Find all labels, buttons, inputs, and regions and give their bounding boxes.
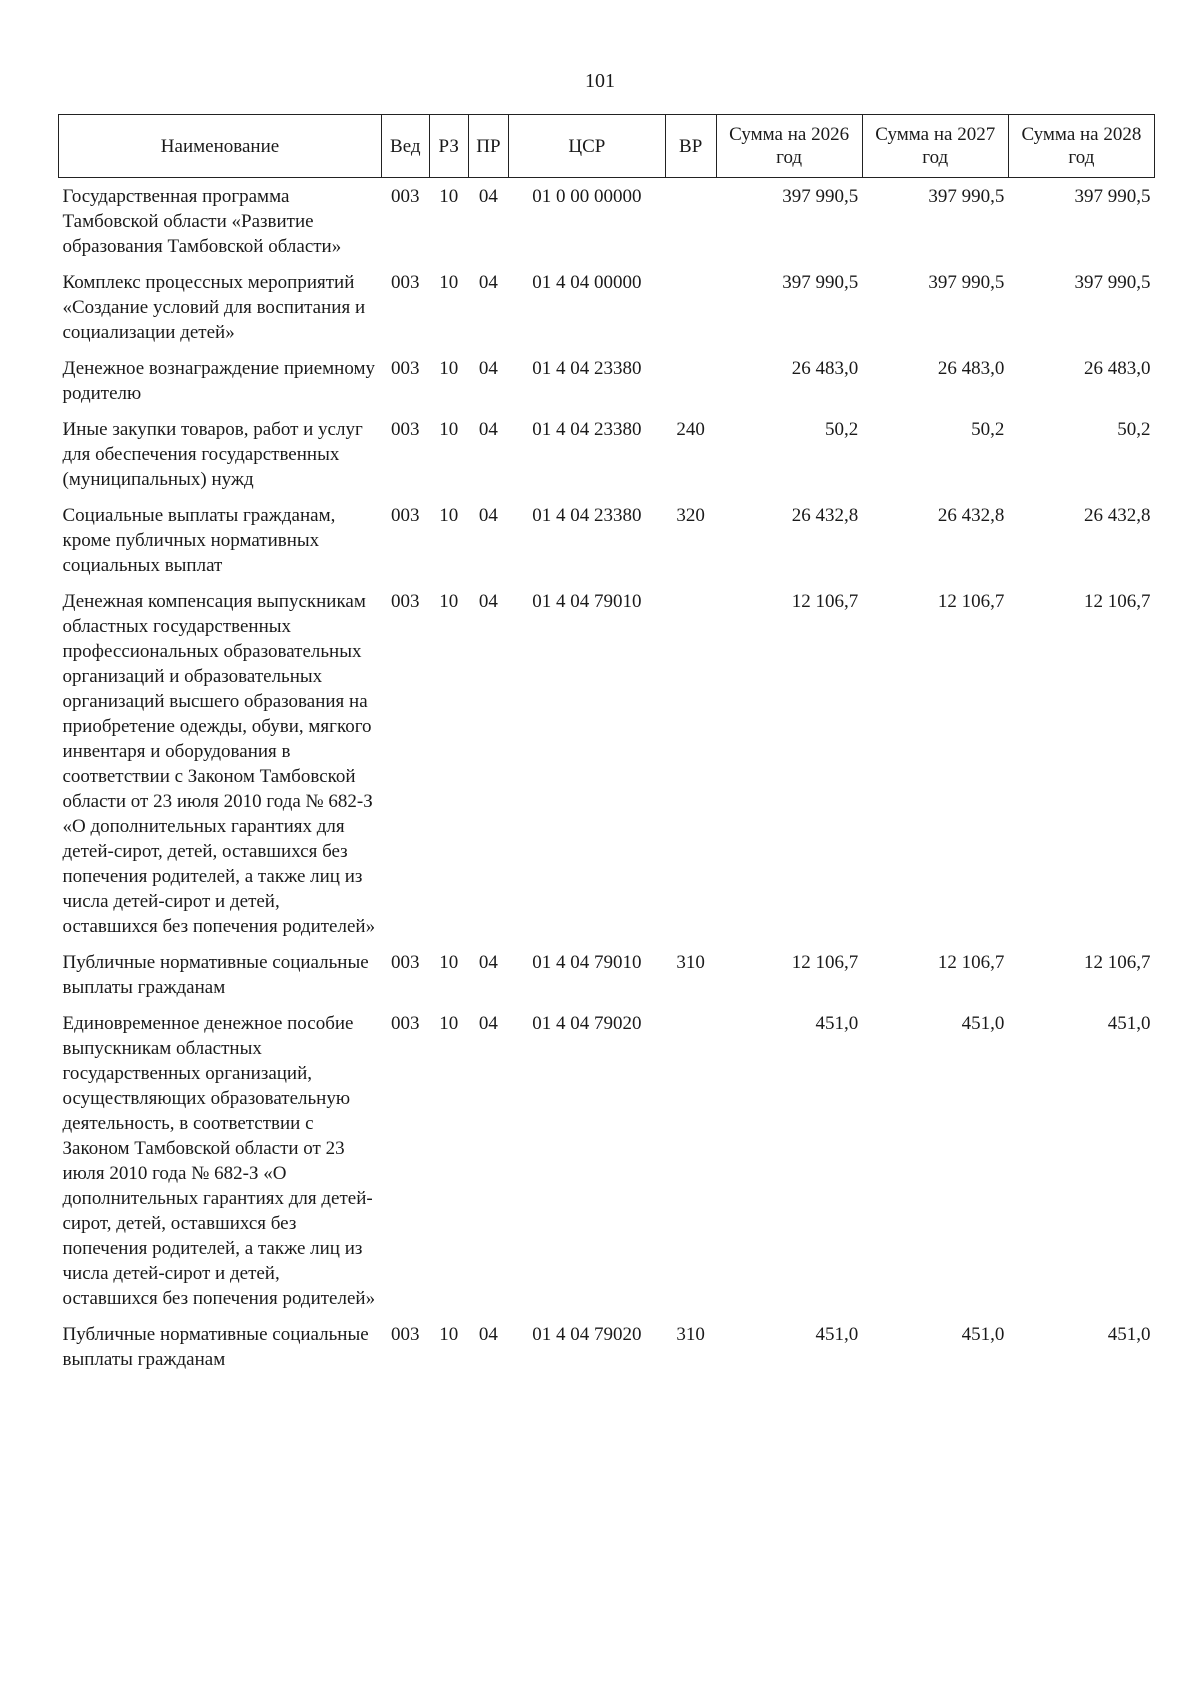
header-pr: ПР [468,115,508,178]
row-csr: 01 4 04 79010 [532,952,642,973]
row-vr: 320 [676,505,705,526]
row-rz: 10 [439,272,459,293]
table-row [59,583,1155,944]
row-rz: 10 [439,419,459,440]
row-name: Денежное вознаграждение приемному родителю [62,358,375,404]
row-sum-2026: 451,0 [815,1013,859,1034]
row-pr: 04 [478,358,498,379]
row-rz: 10 [439,1013,459,1034]
row-sum-2028: 26 483,0 [1084,358,1151,379]
row-csr: 01 0 00 00000 [532,186,642,207]
row-name: Государственная программа Тамбовской области «Развитие образования Тамбовской области» [62,186,342,257]
row-sum-2028: 26 432,8 [1084,505,1151,526]
row-sum-2028: 451,0 [1107,1324,1151,1345]
header-sum-2026: Сумма на 2026 год [716,115,862,178]
row-pr: 04 [478,952,498,973]
row-sum-2026: 26 432,8 [791,505,859,526]
row-pr: 04 [478,1013,498,1034]
header-name: Наименование [59,115,382,178]
row-vr: 310 [676,1324,705,1345]
row-sum-2027: 397 990,5 [928,186,1005,207]
table-row [59,178,1155,265]
row-pr: 04 [478,591,498,612]
row-sum-2027: 397 990,5 [928,272,1005,293]
row-ved: 003 [391,952,420,973]
row-sum-2027: 26 432,8 [937,505,1005,526]
row-sum-2026: 12 106,7 [791,591,859,612]
row-sum-2028: 451,0 [1107,1013,1151,1034]
row-vr [665,350,716,411]
row-rz: 10 [439,505,459,526]
row-sum-2026: 50,2 [824,419,859,440]
row-ved: 003 [391,272,420,293]
row-sum-2026: 451,0 [815,1324,859,1345]
row-name: Единовременное денежное пособие выпускникам областных государственных организаций, осуществляющих образовательную деятельность, в соответствии с Законом Тамбовской области от 23 июля 2010 года № 682-З «О дополнительных гарантиях для детей-сирот, детей, оставшихся без попечения родителей, а также лиц из числа детей-сирот и детей, оставшихся без попечения родителей» [62,1013,376,1309]
row-csr: 01 4 04 79010 [532,591,642,612]
table-row [59,944,1155,1005]
row-sum-2027: 451,0 [961,1013,1005,1034]
row-ved: 003 [391,1324,420,1345]
row-rz: 10 [439,591,459,612]
row-sum-2028: 397 990,5 [1074,272,1151,293]
row-pr: 04 [478,505,498,526]
row-sum-2028: 12 106,7 [1084,591,1151,612]
row-csr: 01 4 04 00000 [532,272,642,293]
row-sum-2026: 26 483,0 [791,358,859,379]
table-row [59,264,1155,350]
row-pr: 04 [478,186,498,207]
row-sum-2027: 50,2 [971,419,1005,440]
row-sum-2028: 397 990,5 [1074,186,1151,207]
row-csr: 01 4 04 23380 [532,419,642,440]
table-row [59,1005,1155,1316]
header-vr: ВР [665,115,716,178]
row-vr [665,583,716,944]
row-ved: 003 [391,591,420,612]
header-csr: ЦСР [509,115,666,178]
header-sum-2027: Сумма на 2027 год [862,115,1008,178]
row-ved: 003 [391,419,420,440]
row-name: Иные закупки товаров, работ и услуг для обеспечения государственных (муниципальных) нужд [62,419,363,490]
row-pr: 04 [478,1324,498,1345]
row-vr [665,178,716,265]
row-name: Денежная компенсация выпускникам областных государственных профессиональных образовательных организаций и образовательных организаций высшего образования на приобретение одежды, обуви, мягкого инвентаря и оборудования в соответствии с Законом Тамбовской области от 23 июля 2010 года № 682-З «О дополнительных гарантиях для детей-сирот, детей, оставшихся без попечения родителей, а также лиц из числа детей-сирот и детей, оставшихся без попечения родителей» [62,591,376,937]
row-sum-2028: 12 106,7 [1084,952,1151,973]
table-header-row [59,115,1155,178]
row-vr [665,264,716,350]
row-ved: 003 [391,186,420,207]
row-sum-2027: 12 106,7 [937,591,1005,612]
row-csr: 01 4 04 79020 [532,1013,642,1034]
row-name: Комплекс процессных мероприятий «Создание условий для воспитания и социализации детей» [62,272,366,343]
budget-table [58,114,1155,1377]
header-sum-2028: Сумма на 2028 год [1008,115,1154,178]
row-rz: 10 [439,186,459,207]
row-name: Социальные выплаты гражданам, кроме публичных нормативных социальных выплат [62,505,336,576]
row-ved: 003 [391,1013,420,1034]
header-rz: РЗ [429,115,468,178]
row-sum-2026: 397 990,5 [782,272,859,293]
row-name: Публичные нормативные социальные выплаты гражданам [62,1324,369,1370]
table-row [59,411,1155,497]
row-rz: 10 [439,358,459,379]
row-sum-2027: 451,0 [961,1324,1005,1345]
page-number: 101 [585,70,615,92]
row-rz: 10 [439,952,459,973]
header-ved: Вед [381,115,429,178]
row-csr: 01 4 04 23380 [532,358,642,379]
row-pr: 04 [478,272,498,293]
row-csr: 01 4 04 23380 [532,505,642,526]
row-rz: 10 [439,1324,459,1345]
row-name: Публичные нормативные социальные выплаты гражданам [62,952,369,998]
table-row [59,1316,1155,1377]
row-sum-2027: 12 106,7 [937,952,1005,973]
table-row [59,350,1155,411]
row-ved: 003 [391,505,420,526]
row-sum-2028: 50,2 [1117,419,1151,440]
row-ved: 003 [391,358,420,379]
row-sum-2026: 12 106,7 [791,952,859,973]
row-csr: 01 4 04 79020 [532,1324,642,1345]
row-vr [665,1005,716,1316]
row-sum-2026: 397 990,5 [782,186,859,207]
row-vr: 240 [676,419,705,440]
row-vr: 310 [676,952,705,973]
row-sum-2027: 26 483,0 [937,358,1005,379]
row-pr: 04 [478,419,498,440]
table-row [59,497,1155,583]
